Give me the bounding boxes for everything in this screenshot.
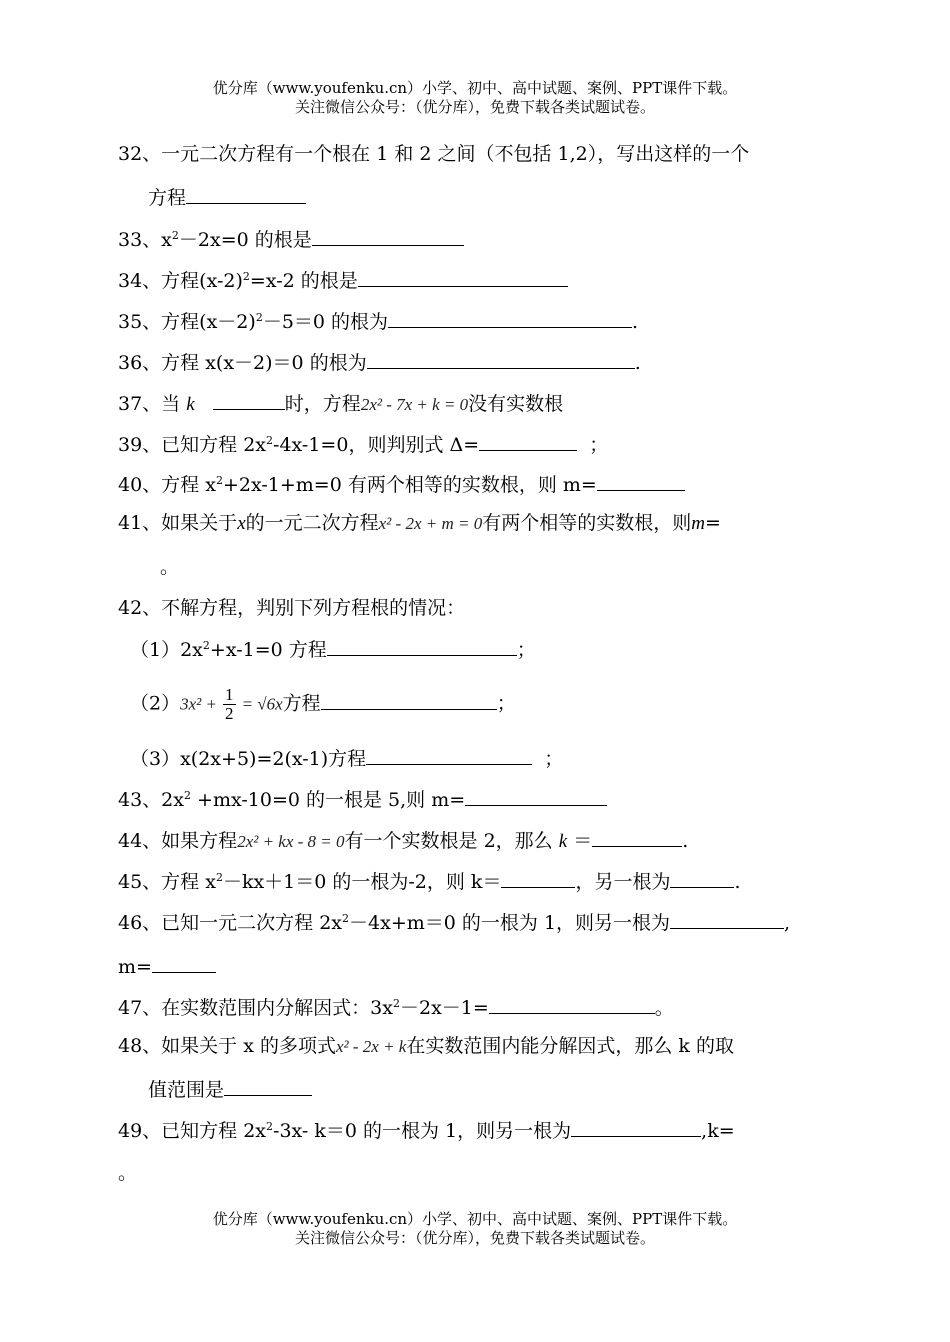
answer-blank[interactable] <box>152 952 216 973</box>
question-text: 39、已知方程 2x <box>118 434 267 456</box>
answer-blank[interactable] <box>186 183 306 204</box>
question-text: 。 <box>160 556 180 578</box>
question-text: 32、一元二次方程有一个根在 1 和 2 之间（不包括 1,2），写出这样的一个 <box>118 143 750 165</box>
answer-blank[interactable] <box>366 744 532 765</box>
question-48 <box>118 1033 848 1060</box>
answer-blank[interactable] <box>213 389 285 410</box>
question-text: +x-1=0 方程 <box>209 639 327 661</box>
question-text: ，另一根为 <box>575 871 671 893</box>
question-32-cont <box>148 183 878 211</box>
page-header <box>0 79 950 117</box>
question-text: 值范围是 <box>148 1079 225 1101</box>
question-text: 方程 <box>148 187 187 209</box>
question-46 <box>118 908 848 936</box>
question-text: 2 <box>392 997 400 1010</box>
question-text: 2 <box>183 789 191 802</box>
question-text: －2x=0 的根是 <box>178 229 312 251</box>
question-text: 时，方程 <box>284 393 361 415</box>
question-text: 34、方程(x-2) <box>118 270 243 292</box>
answer-blank[interactable] <box>670 867 734 888</box>
question-text: （3）x(2x+5)=2(x-1)方程 <box>130 748 367 770</box>
question-text: 35、方程(x－2) <box>118 311 256 333</box>
answer-blank[interactable] <box>312 225 464 246</box>
answer-blank[interactable] <box>597 470 685 491</box>
question-49-cont <box>118 1160 848 1186</box>
question-text: 2 <box>342 912 350 925</box>
answer-blank[interactable] <box>670 908 784 929</box>
answer-blank[interactable] <box>224 1075 312 1096</box>
question-text: 45、方程 x <box>118 871 216 893</box>
question-text: 有两个相等的实数根，则 <box>482 512 692 534</box>
question-47 <box>118 993 848 1021</box>
fraction-one-half <box>223 686 236 723</box>
question-text: = √6x <box>241 694 283 714</box>
question-text: =x-2 的根是 <box>249 270 358 292</box>
question-36 <box>118 348 848 376</box>
question-text: 3x² + <box>180 694 217 714</box>
equation-37: 2x² - 7x + k = 0 <box>360 395 469 414</box>
equation-44: 2x² + kx - 8 = 0 <box>237 832 345 851</box>
equation-41: x² - 2x + m = 0 <box>378 514 483 533</box>
answer-blank[interactable] <box>321 689 497 710</box>
footer-line-2: 关注微信公众号：（优分库），免费下载各类试题试卷。 <box>294 1229 655 1247</box>
question-43 <box>118 785 848 813</box>
answer-blank[interactable] <box>327 635 517 656</box>
question-text: 46、已知一元二次方程 2x <box>118 912 343 934</box>
question-text: 2 <box>171 229 179 242</box>
answer-blank[interactable] <box>465 785 607 806</box>
question-text: 的一元二次方程 <box>245 512 379 534</box>
question-text: 42、不解方程，判别下列方程根的情况： <box>118 597 466 619</box>
answer-blank[interactable] <box>489 993 655 1014</box>
question-text: ； <box>496 692 516 715</box>
question-text: 47、在实数范围内分解因式：3x <box>118 997 393 1019</box>
question-text: 41、如果关于 <box>118 512 238 534</box>
question-text: 2 <box>202 639 210 652</box>
question-35 <box>118 307 848 335</box>
question-text: （1）2x <box>130 639 203 661</box>
answer-blank[interactable] <box>501 867 575 888</box>
question-text: （2） <box>130 692 181 715</box>
question-34 <box>118 266 848 294</box>
question-text: 44、如果方程 <box>118 830 238 852</box>
question-text: m <box>691 513 705 534</box>
answer-blank[interactable] <box>446 266 568 287</box>
question-text: +2x-1+m=0 有两个相等的实数根，则 m= <box>222 474 597 496</box>
question-text: ； <box>589 434 609 456</box>
question-text: ； <box>544 748 564 770</box>
question-text: －5＝0 的根为 <box>262 311 389 333</box>
question-text: 有一个实数根是 2，那么 <box>344 830 553 852</box>
question-text: 在实数范围内能分解因式，那么 k 的取 <box>406 1035 734 1057</box>
question-41 <box>118 510 848 537</box>
question-text: ； <box>516 639 536 661</box>
question-42 <box>118 595 848 621</box>
question-42-1 <box>130 635 860 663</box>
question-text: . <box>632 311 639 333</box>
question-text: 2 <box>266 1120 274 1133</box>
question-text: x <box>237 513 246 534</box>
question-text: 1 <box>225 685 234 704</box>
question-46-cont <box>118 952 848 980</box>
question-text: 36、方程 x(x－2)＝0 的根为 <box>118 352 367 374</box>
header-line-2: 关注微信公众号：（优分库），免费下载各类试题试卷。 <box>294 98 655 116</box>
question-32 <box>118 141 848 167</box>
question-48-cont <box>148 1075 878 1103</box>
answer-blank[interactable] <box>592 826 682 847</box>
header-line-1: 优分库（www.youfenku.cn）小学、初中、高中试题、案例、PPT课件下载。 <box>212 79 738 97</box>
question-45 <box>118 867 848 895</box>
question-text: 37、当 <box>118 393 181 415</box>
question-text: k <box>186 394 195 415</box>
question-text: -3x- k＝0 的一根为 1，则另一根为 <box>273 1120 572 1142</box>
question-text: 方程 <box>282 692 321 715</box>
question-37 <box>118 389 848 418</box>
question-text: 40、方程 x <box>118 474 216 496</box>
question-41-cont <box>160 554 890 580</box>
question-text: －2x－1= <box>399 997 489 1019</box>
question-text: = <box>704 512 721 534</box>
answer-blank[interactable] <box>358 266 446 287</box>
question-text: m= <box>118 956 152 978</box>
question-39 <box>118 430 848 458</box>
answer-blank[interactable] <box>571 1116 701 1137</box>
question-text: －kx＋1＝0 的一根为-2，则 k＝ <box>222 871 502 893</box>
polynomial-48: x² - 2x + k <box>335 1037 407 1056</box>
answer-blank[interactable] <box>367 348 635 369</box>
question-text: +mx-10=0 的一根是 5,则 m= <box>190 789 466 811</box>
question-text: ＝ <box>573 830 593 852</box>
question-33 <box>118 225 848 253</box>
question-text: 。 <box>654 997 674 1019</box>
question-text: 33、x <box>118 229 172 251</box>
question-text: ,k= <box>701 1120 735 1142</box>
question-44 <box>118 826 848 855</box>
footer-line-1: 优分库（www.youfenku.cn）小学、初中、高中试题、案例、PPT课件下载。 <box>212 1210 738 1228</box>
question-text: 2 <box>255 311 263 324</box>
question-42-3 <box>130 744 860 772</box>
question-42-2 <box>130 686 860 723</box>
question-49 <box>118 1116 848 1144</box>
question-text: . <box>682 830 689 852</box>
question-text: 43、2x <box>118 789 184 811</box>
question-text: 2 <box>266 434 274 447</box>
answer-blank[interactable] <box>479 430 577 451</box>
question-text: 49、已知方程 2x <box>118 1120 267 1142</box>
question-text: 。 <box>118 1162 138 1184</box>
question-text: 2 <box>225 704 234 723</box>
question-text: －4x+m＝0 的一根为 1，则另一根为 <box>349 912 671 934</box>
page-footer <box>0 1210 950 1248</box>
question-text: -4x-1=0，则判别式 Δ= <box>273 434 480 456</box>
question-text: k <box>558 831 568 852</box>
question-text: 2 <box>215 871 223 884</box>
question-text: 48、如果关于 x 的多项式 <box>118 1035 336 1057</box>
question-text: , <box>784 912 791 934</box>
answer-blank[interactable] <box>388 307 632 328</box>
question-text: 2 <box>215 474 223 487</box>
question-text: 2 <box>242 270 250 283</box>
question-text: . <box>734 871 741 893</box>
question-text: . <box>634 352 641 374</box>
question-text: 没有实数根 <box>468 393 564 415</box>
question-40 <box>118 470 848 498</box>
